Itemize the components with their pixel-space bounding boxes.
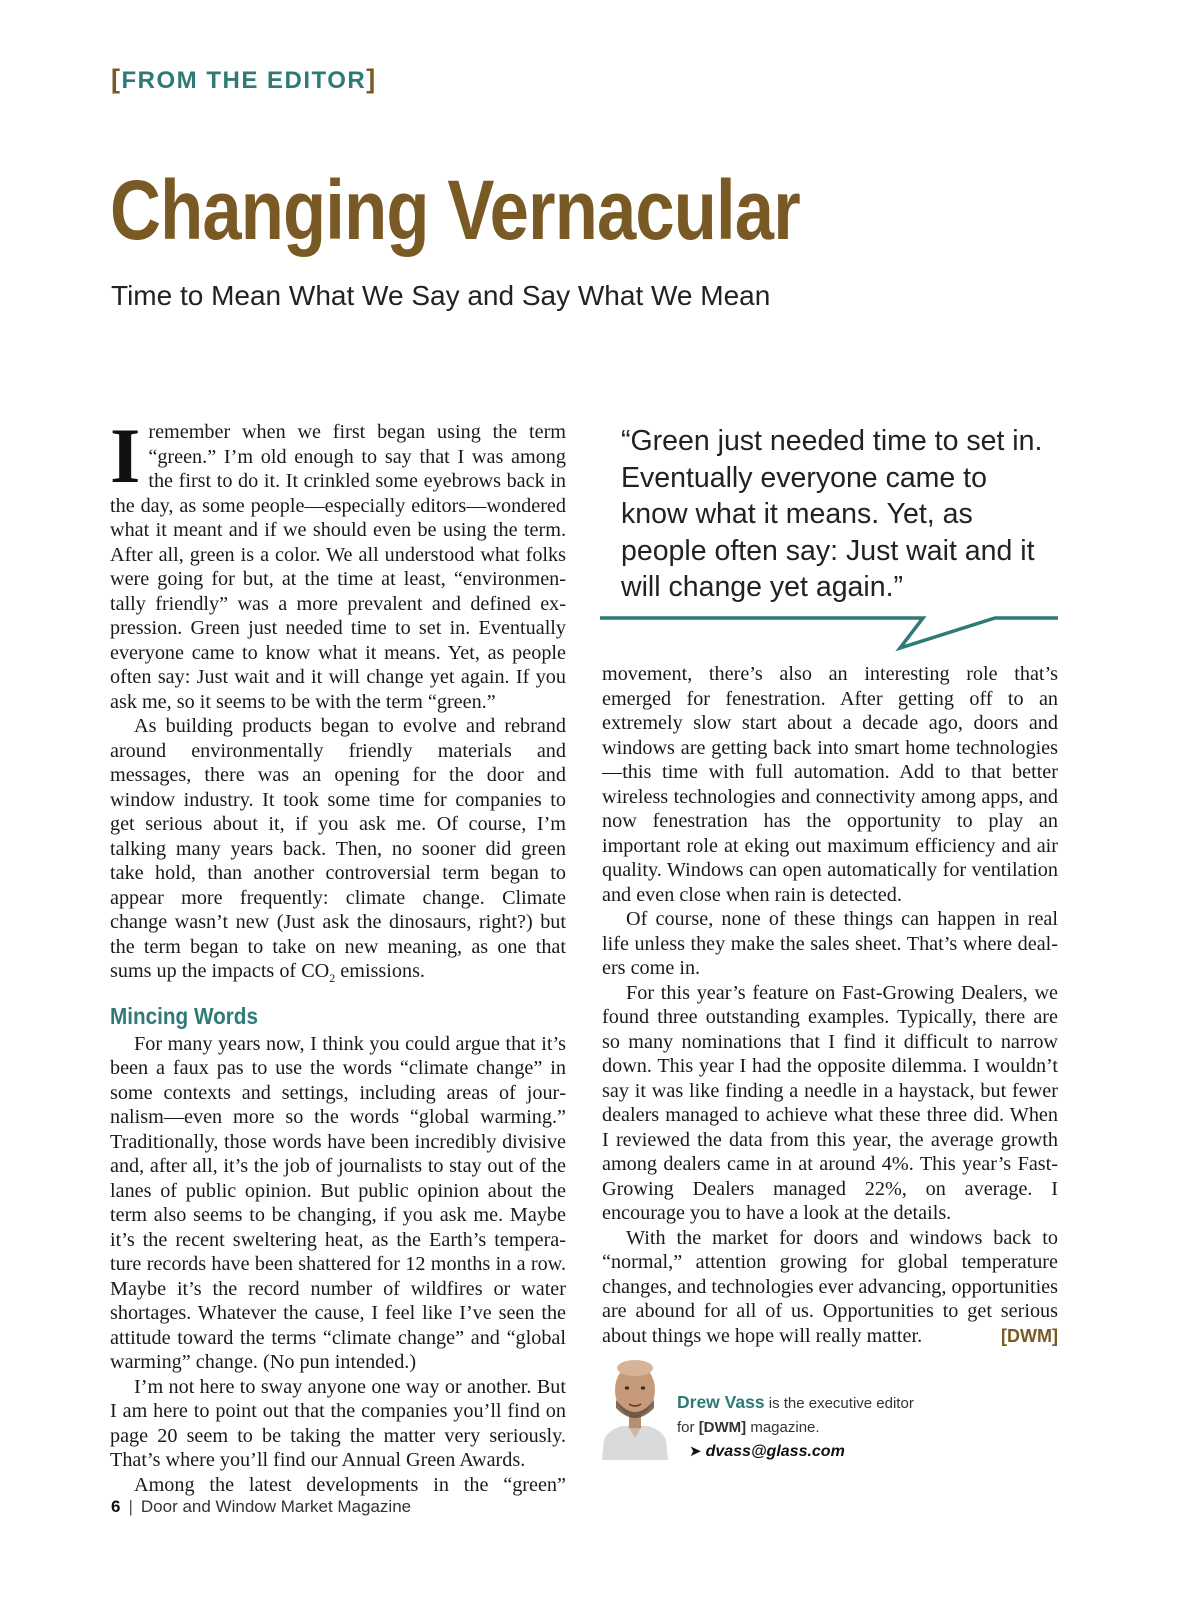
author-bio-line-2 [677,1416,1057,1440]
article-paragraph-1-text: remember when we first began using the term “green.” I’m old enough to say that I was among the first to do it. It crinkled some eyebrows back in the day, as some people—especially editors—wondered what it meant and if we should even be using the term. After all, green is a color. We all understood what folks were going for but, at the time at least, “environmentally friendly” was a more prevalent and defined expression. Green just needed time to set in. Eventually everyone came to know what it means. Yet, as people often say: Just wait and it will change yet again. If you ask me, so it seems to be with the term “green.” [110,421,566,713]
article-paragraph-2-end: emissions. [335,960,425,982]
article-paragraph-9 [602,1226,1058,1349]
end-mark: [DWM] [1001,1325,1058,1346]
article-column-left [110,412,566,1497]
author-role: is the executive editor [764,1395,914,1412]
author-role-suffix: magazine. [746,1419,820,1436]
author-bio [600,1350,1060,1465]
author-brand: [DWM] [698,1419,747,1436]
page-number: 6 [111,1497,121,1516]
article-paragraph-6: movement, there’s also an interesting role that’s emerged for fenestration. After getting off to an extremely slow start about a decade ago, doors and windows are getting back into smart home technologies—this time with full automation. Add to that better wireless technologies and connectivity among apps, and now fenestration has the opportunity to play an important role at eking out maximum efficiency and air quality. Windows can open automatically for ventilation and even close when rain is detected. [602,663,1058,906]
kicker-bracket-open: [ [111,64,122,94]
article-paragraph-5: Among the latest developments in the “green” [134,1473,566,1496]
article-column-right [602,662,1058,1348]
page-footer [111,1497,411,1517]
author-email-line [677,1440,1057,1464]
page-subtitle: Time to Mean What We Say and Say What We Mean [111,280,771,311]
article-paragraph-8: For this year’s feature on Fast-Growing Dealers, we found three outstanding examples. Typically, there are so many nominations that I find it difficult to narrow down. This year I had the opposite dilemma. I wouldn’t say it was like finding a needle in a haystack, but fewer dealers managed to achieve what these three did. When I reviewed the data from this year, the average growth among dealers came in at around 4%. This year’s Fast-Growing Dealers managed 22%, on average. I encourage you to have a look at the details. [602,981,1058,1224]
kicker-label: FROM THE EDITOR [121,67,367,94]
section-kicker [111,64,377,95]
author-role-prefix: for [677,1419,699,1436]
author-name: Drew Vass [677,1392,765,1412]
article-paragraph-7: Of course, none of these things can happen in real life unless they make the sales sheet. That’s where dealers come in. [602,908,1058,979]
author-email-link[interactable]: dvass@glass.com [705,1443,845,1460]
author-bio-line-1 [677,1390,1057,1416]
pull-quote: “Green just needed time to set in. Eventually everyone came to know what it means. Yet, as people often say: Just wait and it will change yet again.” [621,425,1043,603]
co2-subscript: 2 [329,971,336,986]
article-paragraph-2 [110,714,566,984]
author-bio-text [677,1390,1057,1464]
avatar [600,1352,670,1460]
page-title: Changing Vernacular [110,163,800,257]
drop-cap: I [110,412,141,499]
footer-separator: | [128,1497,133,1516]
publication-name: Door and Window Market Magazine [140,1497,412,1516]
article-paragraph-1 [110,412,566,714]
article-paragraph-4: I’m not here to sway anyone one way or another. But I am here to point out that the companies you’ll find on page 20 seem to be taking the matter very seriously. That’s where you’ll find our Annual Green Awards. [110,1375,566,1471]
kicker-bracket-close: ] [366,64,377,94]
section-heading: Mincing Words [110,1002,258,1029]
article-paragraph-2-text: As building products began to evolve and rebrand around environmentally friendly materials and messages, there was an opening for the door and window industry. It took some time for companies to get serious about it, if you ask me. Of course, I’m talking many years back. Then, no sooner did green take hold, than another controversial term began to appear more frequently: climate change. Climate change wasn’t new (Just ask the dinosaurs, right?) but the term began to take on new meaning, as one that sums up the impacts of CO [110,715,566,982]
arrow-right-icon: ➤ [689,1443,702,1460]
pull-quote-rule [600,610,1060,658]
article-paragraph-3: For many years now, I think you could argue that it’s been a faux pas to use the words “climate change” in some contexts and settings, including areas of journalism—even more so the words “global warming.” Traditionally, those words have been incredibly divisive and, after all, it’s the job of journalists to stay out of the lanes of public opinion. But public opinion about the term also seems to be changing, if you ask me. Maybe it’s the recent sweltering heat, as the Earth’s temperature records have been shattered for 12 months in a row. Maybe it’s the record number of wildfires or water shortages. Whatever the cause, I feel like I’ve seen the attitude toward the terms “climate change” and “global warming” change. (No pun intended.) [110,1032,566,1373]
article-paragraph-9-text: With the market for doors and windows back to “normal,” attention growing for global temperature changes, and technologies ever advancing, opportunities are abound for all of us. Opportunities to get serious about things we hope will really matter. [602,1226,1058,1347]
